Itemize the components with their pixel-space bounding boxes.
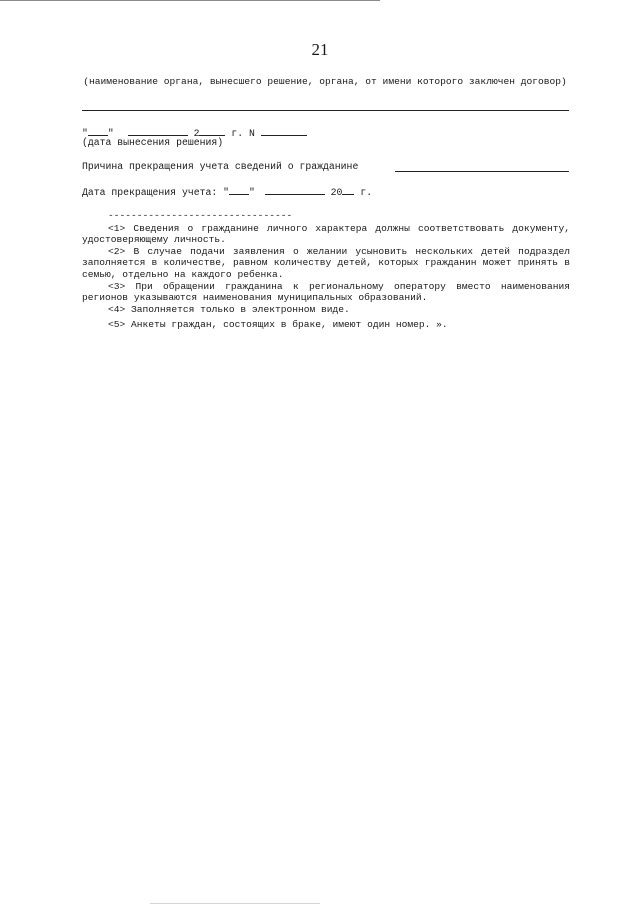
decision-number-blank [261,126,307,136]
organ-name-caption: (наименование органа, вынесшего решение, органа, от имени которого заключен договор) [83,76,567,87]
footnote-3: <3> При обращении гражданина к региональному оператору вместо наименования регионов указываются наименования муниципальных образований. [82,280,570,304]
termination-reason-blank [395,171,569,172]
quote-close: " [107,128,114,139]
year-prefix: 2 [193,128,200,139]
top-edge-rule [0,0,380,1]
termination-year-suffix: г. [360,187,373,198]
footnote-5: <5> Анкеты граждан, состоящих в браке, имеют один номер. ». [108,319,448,331]
footnote-4: <4> Заполняется только в электронном виде. [108,303,350,315]
footnote-1: <1> Сведения о гражданине личного характера должны соответствовать документу, удостоверяющему личность. [82,222,570,246]
termination-year-prefix: 20 [330,187,343,198]
quote-open: " [82,128,88,139]
termination-date-line [82,185,372,199]
decision-date-caption: (дата вынесения решения) [82,137,224,148]
year-suffix: г. N [231,128,255,139]
footnote-2: <2> В случае подачи заявления о желании усыновить нескольких детей подраздел заполняется в количестве, равном количеству детей, которых гражданин может принять в семью, отдельно на каждого ребенка. [82,245,570,280]
termination-reason-label: Причина прекращения учета сведений о гражданине [82,161,359,172]
termination-year-blank [342,185,354,195]
organ-name-fill-line [82,110,569,111]
scan-edge-mark [150,903,320,904]
page-number: 21 [311,40,329,59]
termination-date-label: Дата прекращения учета: " [82,187,229,198]
footnotes [82,210,570,331]
year-blank [199,126,225,136]
month-blank [128,126,188,136]
termination-month-blank [265,185,325,195]
footnote-separator: -------------------------------- [108,210,293,221]
termination-day-blank [229,185,249,195]
day-blank [88,126,108,136]
quote-close: " [248,187,255,198]
